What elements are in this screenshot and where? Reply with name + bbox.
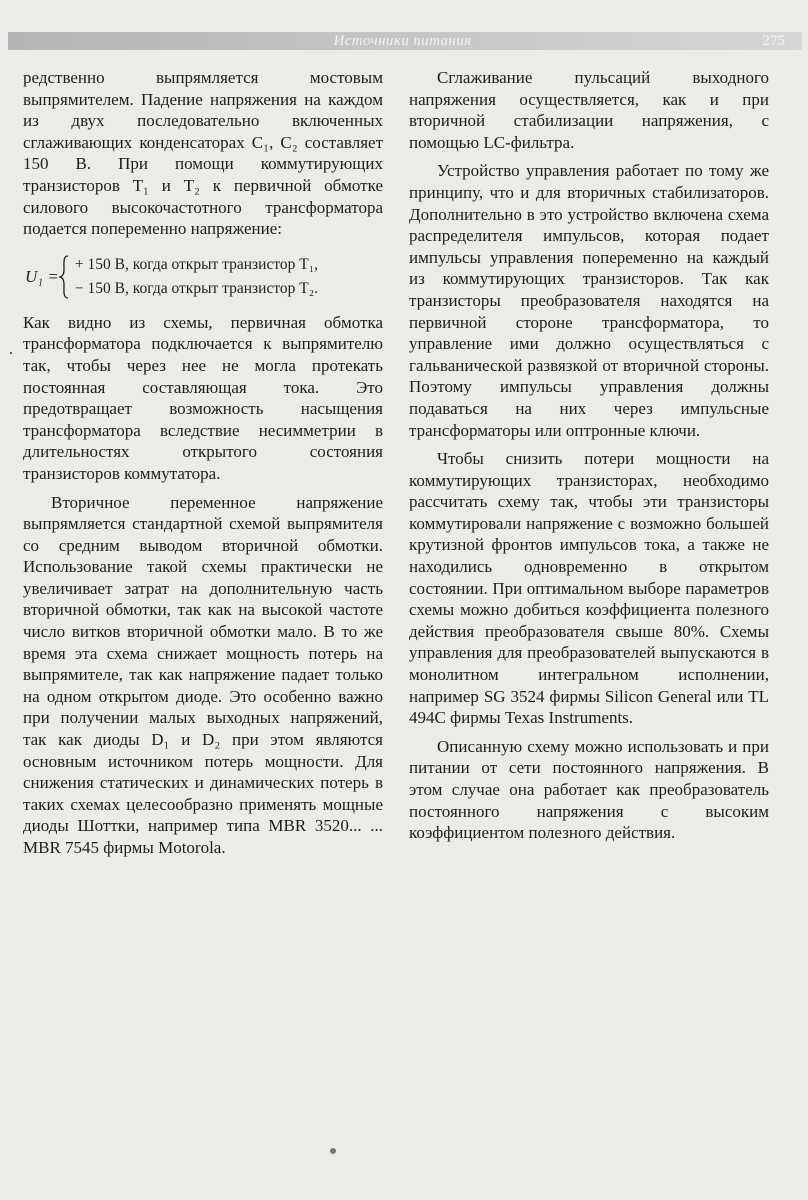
left-paragraph-3: Вторичное переменное напряжение выпрямляется стандартной схемой выпрямителя со средним выводом вторичной обмотки. Использование такой схемы практически не увеличивает затрат на дополнительную часть вторичной обмотки, так как на высокой частоте число витков вторичной обмотки мало. В то же время эта схема снижает мощность потерь на выпрямителе, так как напряжение падает только на одном открытом диоде. Это особенно важно при получении малых выходных напряжений, так как диоды D₁ и D₂ при этом являются основным источником потерь мощности. Для снижения статических и динамических потерь в таких схемах целесообразно применять мощные диоды Шоттки, например типа MBR 3520... ... MBR 7545 фирмы Motorola. [23, 492, 383, 857]
voltage-formula [25, 251, 383, 303]
formula-case-1: + 150 В, когда открыт транзистор T₁, [74, 255, 319, 273]
right-paragraph-3: Чтобы снизить потери мощности на коммутирующих транзисторах, необходимо рассчитать схему так, чтобы эти транзисторы коммутировали напряжение с возможно большей крутизной фронтов импульсов тока, а также не находились одновременно в открытом состоянии. При оптимальном выборе параметров схемы можно добиться коэффициента полезного действия преобразователя свыше 80%. Схемы управления для преобразователей выпускаются в монолитном интегральном исполнении, например SG 3524 фирмы Silicon General или TL 494C фирмы Texas Instruments. [409, 449, 769, 728]
right-paragraph-1: Сглаживание пульсаций выходного напряжения осуществляется, как и при вторичной стабилизации напряжения, с помощью LC-фильтра. [409, 68, 769, 152]
formula-case-2: − 150 В, когда открыт транзистор T₂. [74, 279, 319, 297]
running-title: Источники питания [333, 33, 472, 49]
formula-lhs: U₁ = [25, 266, 59, 286]
scan-dot [330, 1148, 336, 1154]
curly-brace-icon [59, 255, 69, 299]
left-paragraph-2: Как видно из схемы, первичная обмотка трансформатора подключается к выпрямителю так, чтобы через нее не могла протекать постоянная составляющая тока. Это предотвращает возможность насыщения трансформатора вследствие несимметрии в длительностях открытого состояния транзисторов коммутатора. [23, 312, 383, 483]
scan-speck [10, 352, 12, 354]
right-paragraph-4: Описанную схему можно использовать и при питании от сети постоянного напряжения. В этом случае она работает как преобразователь постоянного напряжения с высоким коэффициентом полезного действия. [409, 736, 769, 843]
left-paragraph-1: редственно выпрямляется мостовым выпрямителем. Падение напряжения на каждом из двух последовательно включенных сглаживающих конденсаторах C₁, C₂ составляет 150 В. При помощи коммутирующих транзисторов T₁ и T₂ к первичной обмотке силового высокочастотного трансформатора подается попеременно напряжение: [23, 68, 383, 239]
formula-cases [75, 253, 318, 301]
right-column [409, 67, 769, 844]
right-paragraph-2: Устройство управления работает по тому же принципу, что и для вторичных стабилизаторов. Дополнительно в это устройство включена схема распределителя импульсов, которая подает импульсы управления попеременно на каждый из коммутирующих транзисторов. Так как транзисторы преобразователя находятся на первичной стороне трансформатора, то управление ими должно осуществляться с гальванической развязкой от вторичной стороны. Поэтому импульсы управления должны подаваться на них через импульсные трансформаторы или оптронные ключи. [409, 161, 769, 440]
left-column [23, 67, 383, 859]
page-number: 275 [762, 33, 785, 49]
